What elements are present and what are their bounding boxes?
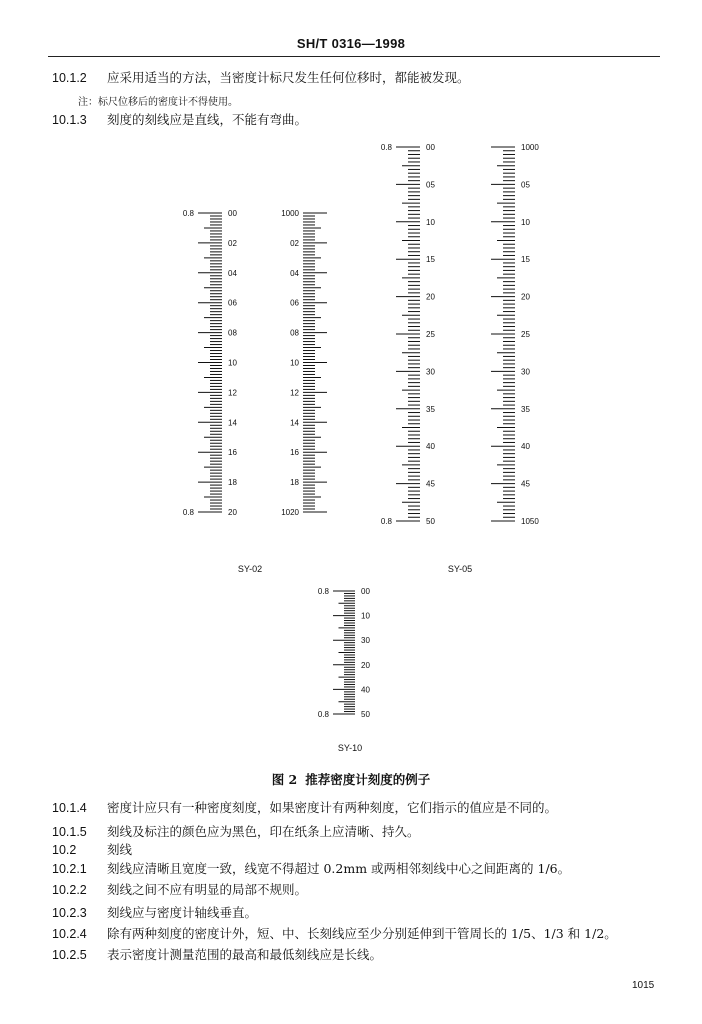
clause-10-2-4: [52, 924, 617, 942]
scale-name-sy-02: SY-02: [237, 564, 263, 574]
tick-label: 40: [361, 685, 370, 695]
tick-label: 10: [361, 611, 370, 621]
tick-label: 45: [521, 479, 530, 489]
tick-label: 02: [228, 238, 237, 248]
tick-label: 50: [426, 517, 435, 526]
tick-label: 40: [426, 442, 435, 452]
clause-number: 10.1.3: [52, 113, 87, 127]
tick-label: 16: [228, 448, 237, 458]
tick-label: 15: [521, 255, 530, 265]
clause-text: 刻线之间不应有明显的局部不规则。: [107, 882, 308, 897]
clause-text: 应采用适当的方法，当密度计标尺发生任何位移时，都能被发现。: [107, 70, 470, 85]
tick-label: 25: [426, 330, 435, 339]
tick-label: 12: [290, 388, 299, 398]
clause-text: 刻线: [107, 842, 133, 857]
scale-base-label: 0.8: [182, 209, 194, 218]
clause-10-1-5: [52, 822, 420, 840]
tick-label: 04: [228, 268, 237, 278]
tick-label: 08: [228, 328, 237, 338]
tick-label: 18: [290, 478, 299, 488]
page-number: 1015: [632, 980, 655, 991]
clause-text: 表示密度计测量范围的最高和最低刻线应是长线。: [107, 947, 383, 962]
note: 注：标尺位移后的密度计不得使用。: [78, 97, 238, 108]
tick-label: 05: [426, 180, 435, 190]
scale-base-label: 0.8: [317, 587, 329, 596]
tick-label: 25: [521, 330, 530, 339]
tick-label: 10: [521, 217, 530, 227]
tick-label: 50: [361, 710, 370, 719]
tick-label: 1020: [281, 508, 299, 517]
tick-label: 1000: [281, 209, 299, 218]
tick-label: 06: [290, 298, 299, 308]
tick-label: 02: [290, 238, 299, 248]
clause-text: 刻线应清晰且宽度一致，线宽不得超过 0.2mm 或两相邻刻线中心之间距离的 1/6。: [107, 861, 571, 876]
clause-10-2-3: [52, 903, 257, 921]
tick-label: 00: [361, 587, 370, 596]
tick-label: 40: [521, 442, 530, 452]
clause-10-2-5: [52, 945, 382, 963]
tick-label: 18: [228, 478, 237, 488]
clause-number: 10.1.5: [52, 825, 87, 839]
tick-label: 06: [228, 298, 237, 308]
tick-label: 04: [290, 268, 299, 278]
clause-number: 10.2.3: [52, 906, 87, 920]
tick-label: 14: [228, 418, 237, 428]
tick-label: 00: [426, 143, 435, 152]
tick-label: 45: [426, 479, 435, 489]
tick-label: 10: [228, 358, 237, 368]
tick-label: 20: [361, 660, 370, 670]
scale-base-label: 0.8: [380, 517, 392, 526]
tick-label: 05: [521, 180, 530, 190]
tick-label: 10: [426, 217, 435, 227]
clause-number: 10.2: [52, 843, 77, 857]
clause-number: 10.1.2: [52, 71, 87, 85]
scale-base-label: 0.8: [317, 710, 329, 719]
clause-10-2: [52, 840, 132, 858]
clause-number: 10.2.4: [52, 927, 87, 941]
tick-label: 1050: [521, 517, 539, 526]
clause-number: 10.2.2: [52, 883, 87, 897]
clause-number: 10.1.4: [52, 801, 87, 815]
scale-base-label: 0.8: [182, 508, 194, 517]
scale-base-label: 0.8: [380, 143, 392, 152]
scale-name-sy-10: SY-10: [337, 743, 363, 753]
tick-label: 35: [521, 404, 530, 414]
tick-label: 10: [290, 358, 299, 368]
clause-text: 刻线及标注的颜色应为黑色，印在纸条上应清晰、持久。: [107, 824, 420, 839]
tick-label: 16: [290, 448, 299, 458]
tick-label: 00: [228, 209, 237, 218]
tick-label: 15: [426, 255, 435, 265]
figure-caption: [0, 770, 702, 788]
tick-label: 08: [290, 328, 299, 338]
tick-label: 20: [521, 292, 530, 302]
tick-label: 20: [426, 292, 435, 302]
figure-number: 图 2: [271, 772, 298, 787]
tick-label: 14: [290, 418, 299, 428]
clause-text: 除有两种刻度的密度计外，短、中、长刻线应至少分别延伸到干管周长的 1/5、1/3 和 1/2。: [107, 926, 617, 941]
page-header: SH/T 0316—1998: [296, 36, 406, 51]
tick-label: 1000: [521, 143, 539, 152]
tick-label: 35: [426, 404, 435, 414]
clause-10-1-4: [52, 798, 557, 816]
tick-label: 12: [228, 388, 237, 398]
figure-title: 推荐密度计刻度的例子: [305, 772, 431, 787]
tick-label: 30: [426, 367, 435, 377]
clause-text: 刻线应与密度计轴线垂直。: [107, 905, 258, 920]
clause-text: 刻度的刻线应是直线，不能有弯曲。: [107, 112, 308, 127]
clause-10-2-2: [52, 880, 307, 898]
clause-10-2-1: [52, 859, 570, 877]
tick-label: 30: [521, 367, 530, 377]
clause-number: 10.2.5: [52, 948, 87, 962]
clause-text: 密度计应只有一种密度刻度，如果密度计有两种刻度，它们指示的值应是不同的。: [107, 800, 558, 815]
clause-number: 10.2.1: [52, 862, 87, 876]
tick-label: 20: [228, 508, 237, 517]
tick-label: 30: [361, 636, 370, 646]
scale-name-sy-05: SY-05: [447, 564, 473, 574]
